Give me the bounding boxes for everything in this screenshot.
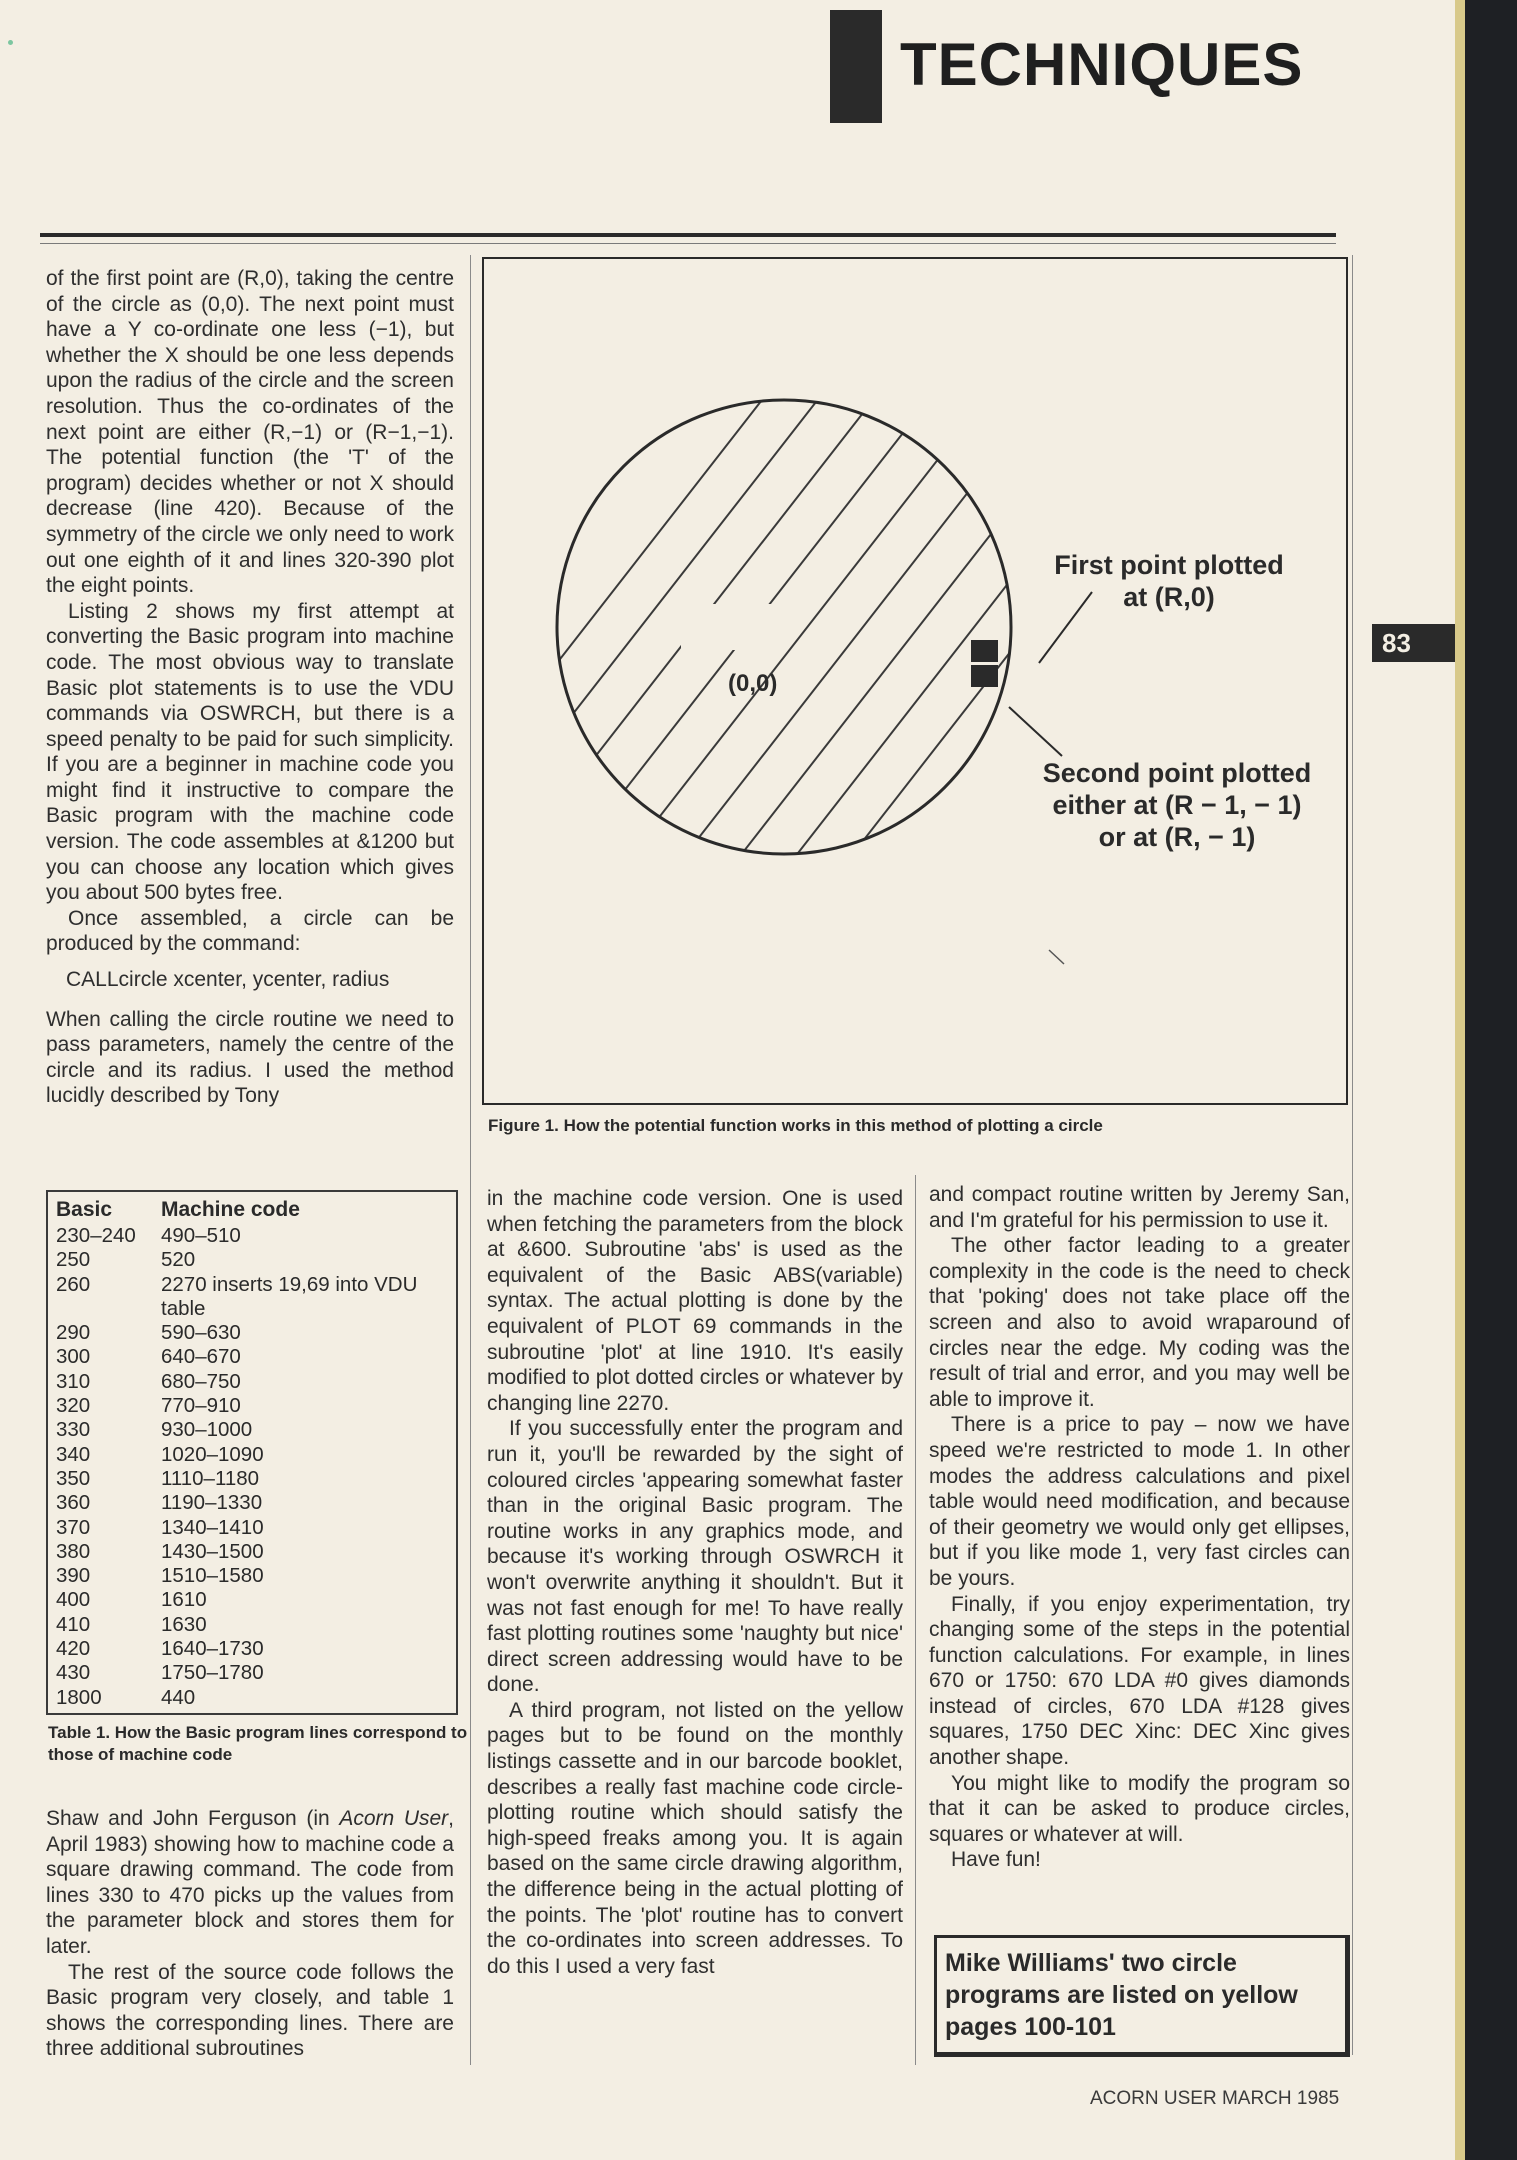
circle-outline bbox=[557, 400, 1011, 854]
machine-code-cell: 1640–1730 bbox=[161, 1637, 264, 1661]
machine-code-cell: 1190–1330 bbox=[161, 1491, 263, 1515]
basic-line-cell: 1800 bbox=[56, 1685, 102, 1709]
column-rule bbox=[915, 1175, 916, 2065]
machine-code-cell: 2270 inserts 19,69 into VDU table bbox=[161, 1272, 418, 1320]
table-row bbox=[56, 1661, 448, 1685]
basic-line-cell: 330 bbox=[56, 1418, 91, 1442]
column-1-bottom bbox=[46, 1806, 454, 2062]
paragraph: Once assembled, a circle can be produced by the command: bbox=[46, 906, 454, 956]
paragraph: of the first point are (R,0), taking the centre of the circle as (0,0). The next point must have a Y co-ordinate one less (−1), but whether the X should be one less depends upon the radius of the circle and the screen resolution. Thus the co-ordinates of the next point are either (R,−1) or (R−1,−1). The potential function (the 'T' of the program) decides whether or not X should decrease (line 420). Because of the symmetry of the circle we only need to work out one eighth of it and lines 320-390 plot the eight points. bbox=[46, 267, 454, 598]
machine-code-cell: 1610 bbox=[161, 1588, 207, 1612]
table-row bbox=[56, 1686, 448, 1710]
column-1-top bbox=[46, 266, 454, 1109]
second-point-pointer bbox=[1009, 707, 1062, 756]
paragraph: Shaw and John Ferguson (in Acorn User, April 1983) showing how to machine code a square drawing command. The code from lines 330 to 470 picks up the values from the parameter block and stores them for later. bbox=[46, 1807, 454, 1958]
basic-line-cell: 300 bbox=[56, 1345, 91, 1369]
table-row bbox=[56, 1564, 448, 1588]
paragraph: Finally, if you enjoy experimentation, try changing some of the steps in the potential function calculations. For example, in lines 670 or 1750: 670 LDA #0 gives diamonds instead of circles, 670 LDA #128 gives squares, 1750 DEC Xinc: DEC Xinc gives another shape. bbox=[929, 1592, 1350, 1770]
table-row bbox=[56, 1394, 448, 1418]
paragraph: Have fun! bbox=[951, 1848, 1041, 1872]
table-header-machine: Machine code bbox=[161, 1198, 300, 1221]
figure-caption: Figure 1. How the potential function works in this method of plotting a circle bbox=[488, 1116, 1103, 1135]
basic-line-cell: 430 bbox=[56, 1661, 91, 1685]
machine-code-cell: 1430–1500 bbox=[161, 1539, 264, 1563]
paragraph: The rest of the source code follows the Basic program very closely, and table 1 shows the corresponding lines. There are three additional subroutines bbox=[46, 1960, 454, 2061]
header-rule bbox=[40, 233, 1336, 237]
column-rule bbox=[470, 255, 471, 2065]
machine-code-cell: 490–510 bbox=[161, 1224, 241, 1247]
table-row bbox=[56, 1467, 448, 1491]
table-header-basic: Basic bbox=[56, 1198, 113, 1221]
machine-code-cell: 520 bbox=[161, 1248, 196, 1272]
machine-code-cell: 1020–1090 bbox=[161, 1442, 264, 1466]
header-block bbox=[830, 10, 882, 123]
basic-line-cell: 420 bbox=[56, 1637, 91, 1661]
code-line: CALLcircle xcenter, ycenter, radius bbox=[66, 968, 390, 992]
table-row bbox=[56, 1588, 448, 1612]
table-row bbox=[56, 1321, 448, 1345]
basic-line-cell: 260 bbox=[56, 1272, 91, 1296]
paragraph: There is a price to pay – now we have speed we're restricted to mode 1. In other modes the address calculations and pixel table would need modification, and because of their geometry we would only get ellipses, but if you like mode 1, very fast circles can be yours. bbox=[929, 1413, 1350, 1590]
basic-line-cell: 380 bbox=[56, 1539, 91, 1563]
table-row bbox=[56, 1273, 448, 1322]
section-title: TECHNIQUES bbox=[900, 31, 1304, 98]
second-point-label: Second point plotted either at (R − 1, − 1) or at (R, − 1) bbox=[1042, 758, 1312, 852]
machine-code-cell: 1750–1780 bbox=[161, 1661, 264, 1685]
column-2 bbox=[487, 1186, 903, 1979]
table-row bbox=[56, 1224, 448, 1248]
table-row bbox=[56, 1613, 448, 1637]
table-row bbox=[56, 1248, 448, 1272]
table-row bbox=[56, 1418, 448, 1442]
basic-line-cell: 360 bbox=[56, 1491, 91, 1515]
basic-line-cell: 350 bbox=[56, 1466, 91, 1490]
table-row bbox=[56, 1345, 448, 1369]
table-row bbox=[56, 1516, 448, 1540]
basic-line-cell: 310 bbox=[56, 1369, 91, 1393]
table-row bbox=[56, 1370, 448, 1394]
basic-line-cell: 230–240 bbox=[56, 1224, 136, 1247]
machine-code-cell: 640–670 bbox=[161, 1345, 241, 1369]
circle-diagram bbox=[484, 259, 1346, 1103]
circle-hatching bbox=[484, 269, 1264, 1103]
table-1 bbox=[46, 1190, 458, 1715]
basic-line-cell: 370 bbox=[56, 1515, 91, 1539]
machine-code-cell: 590–630 bbox=[161, 1321, 241, 1345]
basic-line-cell: 410 bbox=[56, 1612, 91, 1636]
second-point-marker bbox=[971, 665, 998, 687]
paragraph: and compact routine written by Jeremy San, and I'm grateful for his permission to use it. bbox=[929, 1183, 1350, 1232]
paragraph: The other factor leading to a greater complexity in the code is the need to check that 'poking' does not take place off the screen and also to avoid wraparound of circles near the edge. My coding was the result of trial and error, and you may well be able to improve it. bbox=[929, 1234, 1350, 1411]
first-point-label: First point plotted at (R,0) bbox=[1054, 550, 1284, 612]
machine-code-cell: 680–750 bbox=[161, 1369, 241, 1393]
paragraph: in the machine code version. One is used when fetching the parameters from the block at &600. Subroutine 'abs' is used as the equivalent of the Basic ABS(variable) syntax. The actual plotting is done by the equivalent of PLOT 69 commands in the subroutine 'plot' at line 1910. It's easily modified to plot dotted circles or whatever by changing line 2270. bbox=[487, 1187, 903, 1415]
speck bbox=[8, 40, 13, 45]
header-thin-rule bbox=[40, 243, 1336, 244]
table-row bbox=[56, 1491, 448, 1515]
basic-line-cell: 250 bbox=[56, 1248, 91, 1272]
basic-line-cell: 320 bbox=[56, 1394, 91, 1418]
table-row bbox=[56, 1443, 448, 1467]
table-caption: Table 1. How the Basic program lines correspond to those of machine code bbox=[48, 1723, 468, 1764]
stray-mark bbox=[1049, 950, 1064, 964]
first-point-marker bbox=[971, 640, 998, 662]
machine-code-cell: 770–910 bbox=[161, 1394, 241, 1418]
center-label: (0,0) bbox=[728, 670, 778, 697]
column-3 bbox=[929, 1182, 1350, 1873]
column-rule bbox=[1352, 255, 1353, 2055]
basic-line-cell: 400 bbox=[56, 1588, 91, 1612]
basic-line-cell: 290 bbox=[56, 1321, 91, 1345]
center-label-bg bbox=[681, 604, 771, 650]
machine-code-cell: 930–1000 bbox=[161, 1418, 253, 1442]
figure-1 bbox=[482, 257, 1348, 1105]
paragraph: You might like to modify the program so that it can be asked to produce circles, squares or whatever at will. bbox=[929, 1771, 1350, 1846]
callout-box: Mike Williams' two circle programs are listed on yellow pages 100-101 bbox=[934, 1935, 1350, 2057]
paragraph: A third program, not listed on the yellow pages but to be found on the monthly listings cassette and in our barcode booklet, describes a really fast machine code circle-plotting routine which should satisfy the high-speed freaks among you. It is again based on the same circle drawing algorithm, the difference being in the actual plotting of the points. The 'plot' routine has to convert the co-ordinates into screen addresses. To do this I used a very fast bbox=[487, 1698, 903, 1978]
machine-code-cell: 440 bbox=[161, 1685, 196, 1709]
paragraph: If you successfully enter the program and run it, you'll be rewarded by the sight of coloured circles 'appearing somewhat faster than in the original Basic program. The routine works in any graphics mode, and because it's working through OSWRCH it won't overwrite anything it shouldn't. But it was not fast enough for me! To have really fast plotting routines some 'naughty but nice' direct screen addressing would have to be done. bbox=[487, 1417, 903, 1697]
machine-code-cell: 1510–1580 bbox=[161, 1564, 264, 1588]
table-grid bbox=[56, 1198, 448, 1710]
page-number: 83 bbox=[1372, 624, 1455, 662]
machine-code-cell: 1110–1180 bbox=[161, 1466, 260, 1490]
paragraph: When calling the circle routine we need to pass parameters, namely the centre of the circle and its radius. I used the method lucidly described by Tony bbox=[46, 1007, 454, 1108]
footer-issue: ACORN USER MARCH 1985 bbox=[1090, 2088, 1340, 2109]
machine-code-cell: 1340–1410 bbox=[161, 1515, 264, 1539]
basic-line-cell: 340 bbox=[56, 1442, 91, 1466]
page-edge bbox=[1455, 0, 1517, 2160]
table-row bbox=[56, 1540, 448, 1564]
machine-code-cell: 1630 bbox=[161, 1612, 207, 1636]
basic-line-cell: 390 bbox=[56, 1564, 91, 1588]
table-row bbox=[56, 1637, 448, 1661]
paragraph: Listing 2 shows my first attempt at converting the Basic program into machine code. The most obvious way to translate Basic plot statements is to use the VDU commands via OSWRCH, but there is a speed penalty to be paid for such simplicity. If you are a beginner in machine code you might find it instructive to compare the Basic program with the machine code version. The code assembles at &1200 but you can choose any location which gives you about 500 bytes free. bbox=[46, 599, 454, 905]
